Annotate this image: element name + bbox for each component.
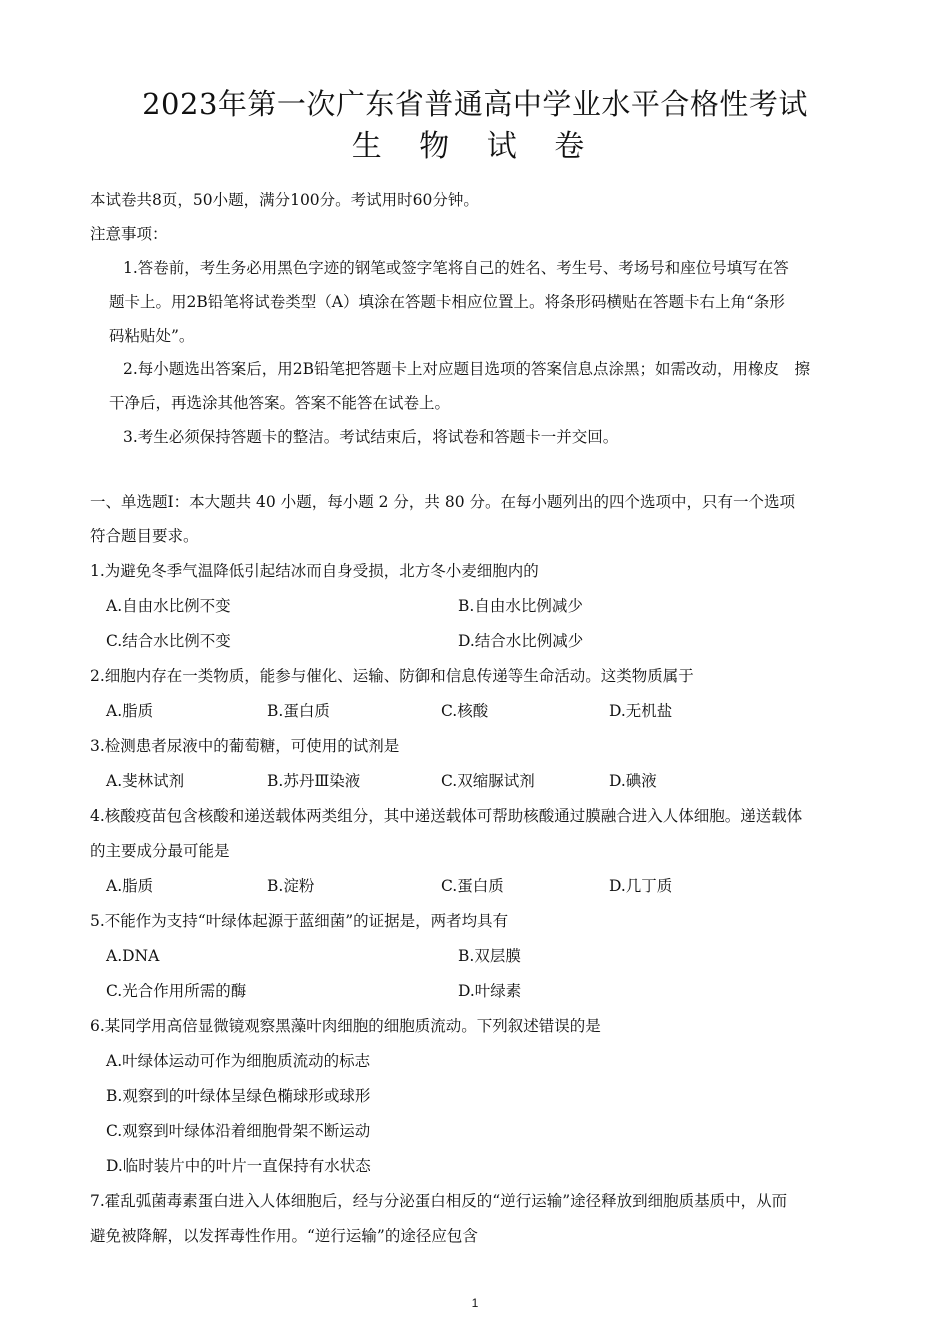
- note-1-line-3: 码粘贴处”。: [109, 327, 195, 345]
- question-3-option-b: B.苏丹Ⅲ染液: [267, 772, 361, 790]
- question-1-stem: 1.为避免冬季气温降低引起结冰而自身受损，北方冬小麦细胞内的: [90, 562, 539, 580]
- question-6-option-d: D.临时装片中的叶片一直保持有水状态: [106, 1157, 371, 1175]
- question-4-stem-line-1: 4.核酸疫苗包含核酸和递送载体两类组分，其中递送载体可帮助核酸通过膜融合进入人体细胞。递送载体: [90, 807, 803, 825]
- note-1-line-2: 题卡上。用2B铅笔将试卷类型（A）填涂在答题卡相应位置上。将条形码横贴在答题卡右上角“条形: [109, 293, 785, 311]
- note-3-line-1: 3.考生必须保持答题卡的整洁。考试结束后，将试卷和答题卡一并交回。: [123, 428, 619, 446]
- question-4-stem-line-2: 的主要成分最可能是: [90, 842, 230, 860]
- question-5-option-b: B.双层膜: [458, 947, 521, 965]
- note-2-line-1: 2.每小题选出答案后，用2B铅笔把答题卡上对应题目选项的答案信息点涂黑；如需改动，用橡皮 擦: [123, 360, 811, 378]
- question-2-option-d: D.无机盐: [609, 702, 673, 720]
- question-1-option-b: B.自由水比例减少: [458, 597, 583, 615]
- question-7-stem-line-1: 7.霍乱弧菌毒素蛋白进入人体细胞后，经与分泌蛋白相反的“逆行运输”途径释放到细胞质基质中，从而: [90, 1192, 788, 1210]
- page-number: 1: [471, 1296, 479, 1310]
- question-5-option-d: D.叶绿素: [458, 982, 522, 1000]
- question-4-option-c: C.蛋白质: [441, 877, 504, 895]
- exam-subtitle: 生 物 试 卷: [351, 129, 599, 164]
- question-6-option-a: A.叶绿体运动可作为细胞质流动的标志: [106, 1052, 371, 1070]
- question-6-option-b: B.观察到的叶绿体呈绿色椭球形或球形: [106, 1087, 371, 1105]
- question-3-option-c: C.双缩脲试剂: [441, 772, 535, 790]
- question-3-option-d: D.碘液: [609, 772, 657, 790]
- question-5-option-a: A.DNA: [106, 947, 160, 965]
- question-3-stem: 3.检测患者尿液中的葡萄糖，可使用的试剂是: [90, 737, 400, 755]
- question-2-stem: 2.细胞内存在一类物质，能参与催化、运输、防御和信息传递等生命活动。这类物质属于: [90, 667, 694, 685]
- exam-title: 2023年第一次广东省普通高中学业水平合格性考试: [142, 87, 808, 121]
- question-1-option-c: C.结合水比例不变: [106, 632, 231, 650]
- note-2-line-2: 干净后，再选涂其他答案。答案不能答在试卷上。: [109, 394, 451, 412]
- question-5-stem: 5.不能作为支持“叶绿体起源于蓝细菌”的证据是，两者均具有: [90, 912, 509, 930]
- question-5-option-c: C.光合作用所需的酶: [106, 982, 247, 1000]
- question-2-option-b: B.蛋白质: [267, 702, 330, 720]
- question-6-stem: 6.某同学用高倍显微镜观察黑藻叶肉细胞的细胞质流动。下列叙述错误的是: [90, 1017, 601, 1035]
- question-4-option-a: A.脂质: [106, 877, 154, 895]
- question-4-option-b: B.淀粉: [267, 877, 315, 895]
- notes-title: 注意事项：: [90, 225, 168, 243]
- question-1-option-d: D.结合水比例减少: [458, 632, 584, 650]
- section-heading-line-2: 符合题目要求。: [90, 527, 199, 545]
- note-1-line-1: 1.答卷前，考生务必用黑色字迹的钢笔或签字笔将自己的姓名、考生号、考场号和座位号填写在答: [123, 259, 789, 277]
- question-3-option-a: A.斐林试剂: [106, 772, 185, 790]
- section-heading-line-1: 一、单选题Ⅰ：本大题共 40 小题，每小题 2 分，共 80 分。在每小题列出的四个选项中，只有一个选项: [90, 493, 795, 511]
- question-6-option-c: C.观察到叶绿体沿着细胞骨架不断运动: [106, 1122, 371, 1140]
- question-1-option-a: A.自由水比例不变: [106, 597, 231, 615]
- exam-intro: 本试卷共8页，50小题，满分100分。考试用时60分钟。: [90, 191, 479, 209]
- question-2-option-a: A.脂质: [106, 702, 154, 720]
- question-4-option-d: D.几丁质: [609, 877, 673, 895]
- question-7-stem-line-2: 避免被降解，以发挥毒性作用。“逆行运输”的途径应包含: [90, 1227, 478, 1245]
- question-2-option-c: C.核酸: [441, 702, 489, 720]
